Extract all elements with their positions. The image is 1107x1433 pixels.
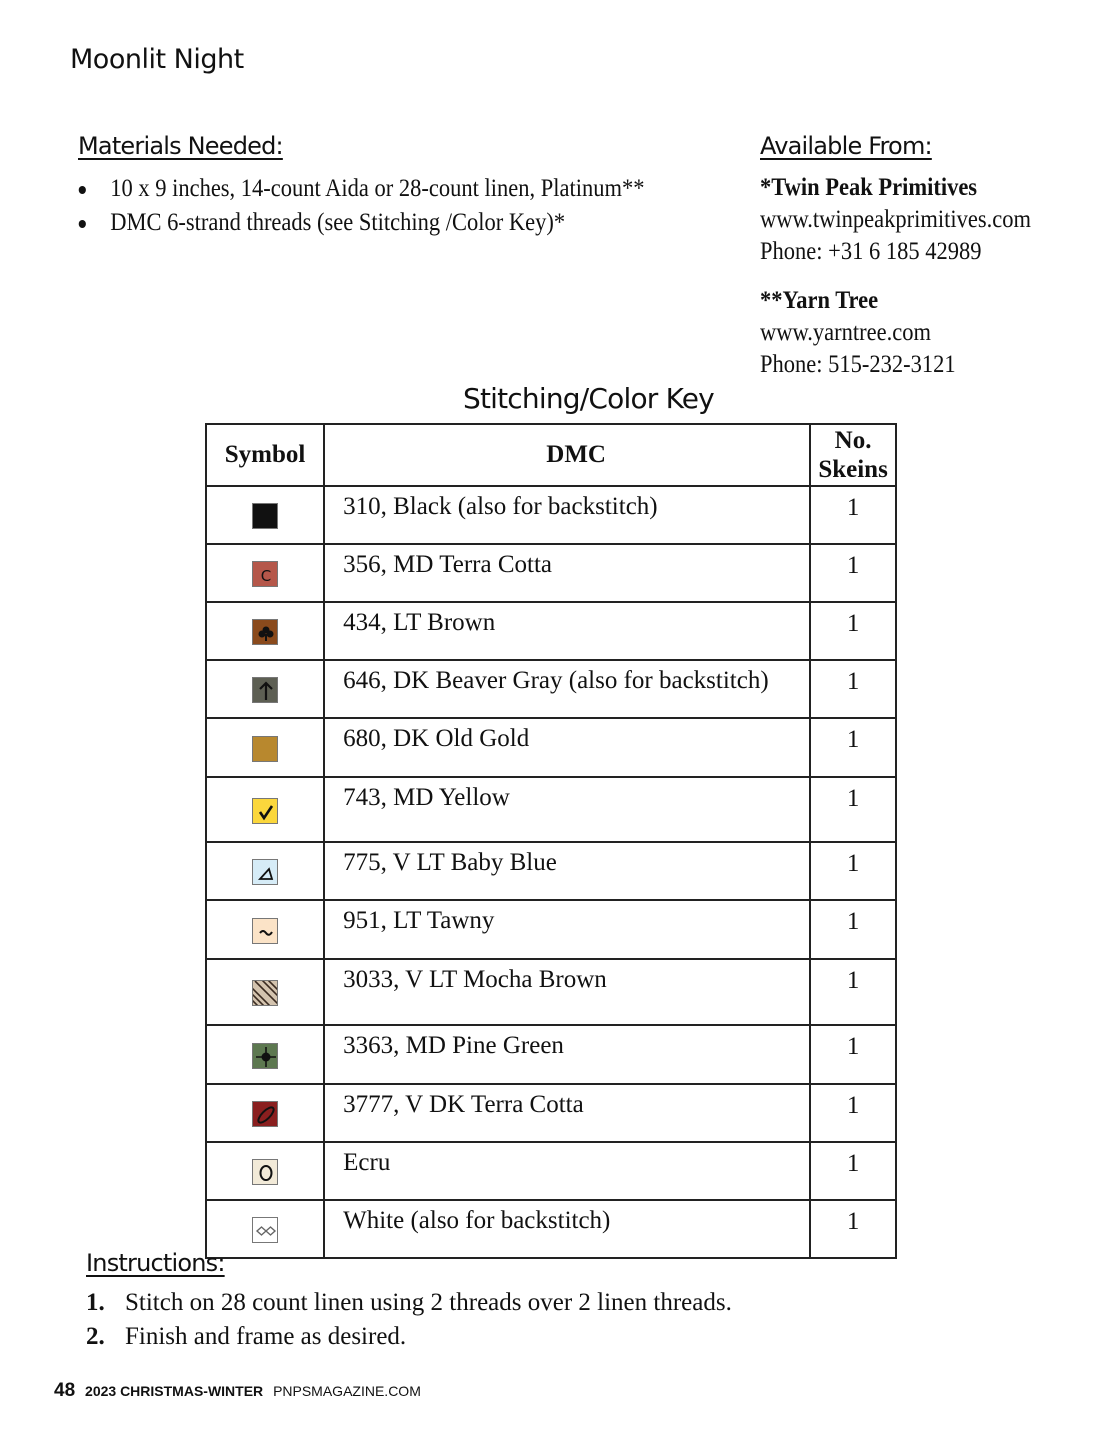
table-row: [206, 1142, 896, 1200]
dmc-cell: 743, MD Yellow: [324, 777, 810, 842]
skeins-cell: 1: [810, 777, 896, 842]
skeins-cell: 1: [810, 602, 896, 660]
site-label[interactable]: PNPSMAGAZINE.COM: [273, 1383, 421, 1399]
table-row: [206, 602, 896, 660]
page-title: Moonlit Night: [70, 44, 244, 75]
up-arrow-icon: [252, 677, 278, 703]
vendor-twin-peak: [760, 172, 1031, 268]
step-text: Stitch on 28 count linen using 2 threads over 2 linen threads.: [125, 1289, 732, 1316]
vendor-name: *Twin Peak Primitives: [760, 174, 978, 201]
vendor-name: **Yarn Tree: [760, 287, 879, 314]
table-row: [206, 959, 896, 1025]
dmc-cell: 310, Black (also for backstitch): [324, 486, 810, 544]
checkmark-icon: [252, 798, 278, 824]
symbol-cell: [206, 900, 324, 959]
symbol-cell: [206, 1084, 324, 1142]
symbol-cell: [206, 660, 324, 718]
page-number: 48: [54, 1380, 76, 1401]
step-number: 2.: [86, 1323, 105, 1350]
vendor-phone: Phone: +31 6 185 42989: [760, 238, 982, 265]
table-row: [206, 718, 896, 777]
color-key-heading: Stitching/Color Key: [463, 382, 714, 415]
solid-gold-icon: [252, 736, 278, 762]
table-row: [206, 842, 896, 900]
slash-oval-icon: [252, 1101, 278, 1127]
table-row: [206, 1025, 896, 1084]
symbol-cell: [206, 602, 324, 660]
solid-black-icon: [252, 503, 278, 529]
dmc-cell: 3777, V DK Terra Cotta: [324, 1084, 810, 1142]
instructions-heading: Instructions:: [86, 1249, 225, 1277]
color-key-table: [205, 423, 897, 1259]
skeins-cell: 1: [810, 959, 896, 1025]
skeins-cell: 1: [810, 660, 896, 718]
skeins-cell: 1: [810, 900, 896, 959]
symbol-cell: [206, 544, 324, 602]
dmc-cell: White (also for backstitch): [324, 1200, 810, 1258]
double-diamond-icon: [252, 1217, 278, 1243]
skeins-cell: 1: [810, 486, 896, 544]
table-header-row: [206, 424, 896, 486]
table-row: [206, 544, 896, 602]
list-item: [86, 1286, 732, 1320]
skeins-cell: 1: [810, 1025, 896, 1084]
tilde-icon: [252, 918, 278, 944]
skeins-header-line2: Skeins: [818, 456, 888, 483]
materials-heading: Materials Needed:: [78, 132, 283, 160]
step-text: Finish and frame as desired.: [125, 1323, 407, 1350]
table-row: [206, 486, 896, 544]
list-item: [86, 1320, 732, 1354]
table-row: [206, 1084, 896, 1142]
skeins-header: [810, 424, 896, 486]
dmc-cell: 3033, V LT Mocha Brown: [324, 959, 810, 1025]
dmc-cell: 434, LT Brown: [324, 602, 810, 660]
skeins-cell: 1: [810, 1084, 896, 1142]
table-row: [206, 1200, 896, 1258]
vendor-yarn-tree: [760, 285, 956, 381]
instructions-list: [86, 1286, 732, 1354]
symbol-cell: [206, 1025, 324, 1084]
table-row: [206, 777, 896, 842]
table-row: [206, 900, 896, 959]
dmc-cell: 951, LT Tawny: [324, 900, 810, 959]
list-item: DMC 6-strand threads (see Stitching /Color Key)*: [76, 206, 645, 240]
svg-text:C: C: [260, 567, 272, 586]
symbol-cell: [206, 1142, 324, 1200]
symbol-cell: [206, 777, 324, 842]
symbol-cell: [206, 486, 324, 544]
vendor-website[interactable]: www.yarntree.com: [760, 319, 931, 346]
skeins-cell: 1: [810, 718, 896, 777]
diagonal-stripes-icon: [252, 980, 278, 1006]
crosshair-icon: [252, 1043, 278, 1069]
symbol-cell: [206, 718, 324, 777]
dmc-cell: 680, DK Old Gold: [324, 718, 810, 777]
vendor-phone: Phone: 515-232-3121: [760, 351, 956, 378]
page-footer: [54, 1380, 421, 1402]
table-row: [206, 660, 896, 718]
symbol-cell: [206, 959, 324, 1025]
skeins-header-line1: No.: [834, 427, 872, 454]
dmc-cell: 356, MD Terra Cotta: [324, 544, 810, 602]
materials-list: [76, 172, 645, 240]
issue-label: 2023 CHRISTMAS-WINTER: [85, 1383, 264, 1399]
dmc-cell: Ecru: [324, 1142, 810, 1200]
dmc-header: DMC: [324, 424, 810, 486]
triangle-icon: [252, 859, 278, 885]
dmc-cell: 775, V LT Baby Blue: [324, 842, 810, 900]
vendor-website[interactable]: www.twinpeakprimitives.com: [760, 206, 1031, 233]
dmc-cell: 3363, MD Pine Green: [324, 1025, 810, 1084]
circle-icon: [252, 1159, 278, 1185]
skeins-cell: 1: [810, 1200, 896, 1258]
skeins-cell: 1: [810, 544, 896, 602]
symbol-cell: [206, 842, 324, 900]
available-heading: Available From:: [760, 132, 932, 160]
step-number: 1.: [86, 1289, 105, 1316]
skeins-cell: 1: [810, 842, 896, 900]
symbol-header: Symbol: [206, 424, 324, 486]
club-icon: [252, 619, 278, 645]
skeins-cell: 1: [810, 1142, 896, 1200]
list-item: 10 x 9 inches, 14-count Aida or 28-count linen, Platinum**: [76, 172, 645, 206]
letter-c-icon: [252, 561, 278, 587]
dmc-cell: 646, DK Beaver Gray (also for backstitch): [324, 660, 810, 718]
